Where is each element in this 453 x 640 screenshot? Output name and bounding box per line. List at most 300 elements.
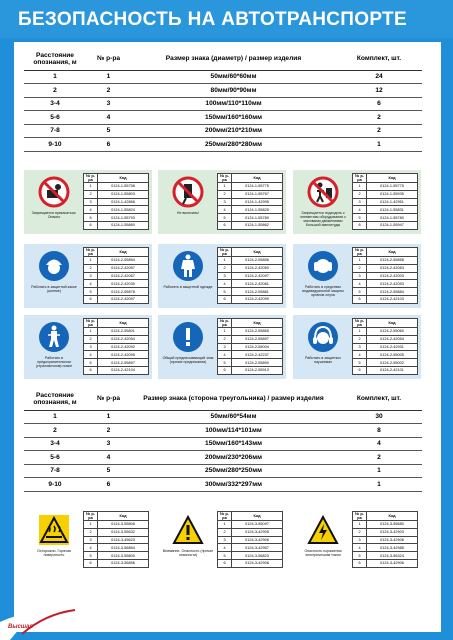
sign-panel — [293, 508, 421, 572]
table-header: № р-ра — [218, 248, 232, 257]
size-number: 2 — [353, 264, 367, 272]
size-number: 1 — [218, 521, 232, 529]
table-row — [353, 272, 418, 280]
sign-tile — [162, 248, 214, 304]
size-number: 3 — [218, 198, 232, 206]
size-number: 6 — [218, 366, 232, 374]
size-number: 6 — [218, 295, 232, 303]
size-number: 2 — [218, 335, 232, 343]
product-code: 0124-1-42951 — [367, 198, 418, 206]
table-row — [353, 280, 418, 288]
table-row — [353, 198, 418, 206]
table-header: Расстояние опознания, м — [24, 390, 86, 410]
table-row — [353, 335, 418, 343]
sign-tile — [297, 512, 349, 568]
product-code: 0124-2-42097 — [98, 295, 149, 303]
table-row — [24, 97, 422, 111]
no-touch-icon — [38, 176, 70, 208]
size-number: 1 — [84, 257, 98, 265]
table-cell: 3 — [86, 437, 131, 451]
product-code: 0124-2-42104 — [98, 366, 149, 374]
size-number: 4 — [84, 206, 98, 214]
code-table — [352, 511, 418, 568]
table-row — [84, 536, 149, 544]
table-row — [84, 552, 149, 560]
table-cell: 3-4 — [24, 97, 86, 111]
table-row — [353, 190, 418, 198]
table-row — [218, 190, 283, 198]
size-number: 5 — [353, 214, 367, 222]
product-code: 0124-2-42101 — [367, 366, 418, 374]
table-header: Размер знака (диаметр) / размер изделия — [131, 50, 336, 70]
table-header: Код — [232, 174, 283, 183]
table-header: Код — [367, 248, 418, 257]
table-row — [353, 328, 418, 336]
table-row — [84, 295, 149, 303]
sign-tile — [162, 174, 214, 230]
table-cell: 150мм/160*143мм — [131, 437, 336, 451]
product-code: 0124-1-55758 — [98, 183, 149, 191]
table-cell: 2 — [336, 111, 422, 125]
product-code: 0124-1-55831 — [367, 206, 418, 214]
table-cell: 30 — [336, 410, 422, 424]
table-row — [218, 343, 283, 351]
table-cell: 1 — [336, 478, 422, 492]
table-header: № р-ра — [84, 248, 98, 257]
table-header: Код — [367, 174, 418, 183]
table-row — [24, 70, 422, 84]
product-code: 0124-3-42903 — [367, 528, 418, 536]
size-number: 4 — [84, 351, 98, 359]
table-cell: 200мм/210*210мм — [131, 124, 336, 138]
product-code: 0124-2-42097 — [232, 272, 283, 280]
table-row — [218, 206, 283, 214]
table-cell: 300мм/332*297мм — [131, 478, 336, 492]
size-number: 4 — [353, 351, 367, 359]
table-row — [353, 257, 418, 265]
product-code: 0124-2-55884 — [367, 288, 418, 296]
table-header: Размер знака (сторона треугольника) / размер изделия — [131, 390, 336, 410]
sign-panel — [158, 170, 286, 234]
table-row — [24, 478, 422, 492]
code-table — [352, 247, 418, 304]
size-number: 1 — [218, 183, 232, 191]
size-number: 3 — [353, 343, 367, 351]
size-number: 5 — [353, 552, 367, 560]
size-table-circular — [24, 50, 422, 152]
size-number: 3 — [84, 272, 98, 280]
size-number: 5 — [218, 288, 232, 296]
product-code: 0124-2-55890 — [232, 359, 283, 367]
table-row — [24, 464, 422, 478]
table-cell: 1 — [24, 410, 86, 424]
size-number: 2 — [218, 528, 232, 536]
sign-caption: Работать в защитных наушниках — [305, 356, 341, 365]
title-bar — [0, 0, 453, 38]
table-row — [218, 359, 283, 367]
size-number: 5 — [218, 552, 232, 560]
table-row — [218, 280, 283, 288]
table-row — [218, 552, 283, 560]
table-cell: 2 — [24, 424, 86, 438]
table-row — [353, 264, 418, 272]
product-code: 0124-1-42995 — [232, 198, 283, 206]
sign-panel — [158, 508, 286, 572]
table-row — [84, 288, 149, 296]
table-cell: 200мм/230*206мм — [131, 451, 336, 465]
size-number: 1 — [218, 328, 232, 336]
size-number: 2 — [218, 264, 232, 272]
table-cell: 4 — [86, 451, 131, 465]
table-row — [84, 512, 149, 521]
size-number: 2 — [353, 335, 367, 343]
table-cell: 1 — [336, 138, 422, 152]
size-number: 1 — [218, 257, 232, 265]
sign-tile — [297, 319, 349, 375]
table-row — [218, 528, 283, 536]
table-cell: 5 — [86, 124, 131, 138]
table-row — [353, 319, 418, 328]
product-code: 0124-3-55097 — [232, 521, 283, 529]
table-row — [84, 198, 149, 206]
size-number: 4 — [218, 206, 232, 214]
table-row — [84, 183, 149, 191]
table-cell: 5-6 — [24, 451, 86, 465]
table-header: Код — [232, 319, 283, 328]
table-row — [353, 206, 418, 214]
table-row — [353, 512, 418, 521]
size-number: 5 — [84, 552, 98, 560]
code-table — [217, 318, 283, 375]
size-number: 6 — [353, 366, 367, 374]
sign-panel — [24, 508, 152, 572]
size-number: 4 — [218, 544, 232, 552]
size-number: 1 — [353, 328, 367, 336]
table-header: Код — [367, 319, 418, 328]
code-table — [352, 173, 418, 230]
table-row — [84, 528, 149, 536]
size-number: 3 — [84, 536, 98, 544]
table-row — [84, 328, 149, 336]
table-row — [84, 257, 149, 265]
no-approach-icon — [307, 176, 339, 208]
table-header: Комплект, шт. — [336, 50, 422, 70]
product-code: 0124-3-55680 — [367, 521, 418, 529]
page-title: БЕЗОПАСНОСТЬ НА АВТОТРАНСПОРТЕ — [18, 9, 407, 30]
table-row — [353, 174, 418, 183]
table-row — [24, 410, 422, 424]
table-row — [84, 359, 149, 367]
table-row — [218, 198, 283, 206]
size-number: 1 — [353, 521, 367, 529]
table-cell: 1 — [336, 464, 422, 478]
table-row — [218, 295, 283, 303]
exclamation-warning-icon — [172, 514, 204, 546]
electric-shock-icon — [307, 514, 339, 546]
helmet-icon — [38, 250, 70, 282]
sign-caption: Работать в средствах индивидуальной защиты органов слуха — [302, 285, 344, 298]
table-cell: 6 — [86, 478, 131, 492]
table-header: № р-ра — [353, 248, 367, 257]
size-number: 2 — [84, 190, 98, 198]
table-header: № р-ра — [353, 512, 367, 521]
table-row — [353, 183, 418, 191]
size-number: 1 — [84, 183, 98, 191]
product-code: 0124-2-55854 — [98, 257, 149, 265]
product-code: 0124-2-42095 — [98, 351, 149, 359]
table-header: Код — [98, 174, 149, 183]
size-number: 2 — [353, 528, 367, 536]
table-header: № р-ра — [353, 319, 367, 328]
product-code: 0124-2-42003 — [367, 272, 418, 280]
table-row — [24, 437, 422, 451]
product-code: 0124-2-42039 — [98, 280, 149, 288]
size-number: 6 — [84, 221, 98, 229]
sign-tile — [162, 319, 214, 375]
size-number: 3 — [353, 536, 367, 544]
table-row — [84, 351, 149, 359]
sign-tile — [28, 512, 80, 568]
table-row — [353, 544, 418, 552]
table-row — [353, 351, 418, 359]
product-code: 0124-1-55824 — [98, 206, 149, 214]
product-code: 0124-2-55002 — [367, 359, 418, 367]
table-cell: 80мм/90*90мм — [131, 84, 336, 98]
size-number: 1 — [353, 183, 367, 191]
table-cell: 24 — [336, 70, 422, 84]
size-table-triangular — [24, 390, 422, 492]
table-row — [353, 552, 418, 560]
table-row — [24, 84, 422, 98]
product-code: 0124-2-55913 — [232, 366, 283, 374]
product-code: 0124-2-42931 — [367, 343, 418, 351]
table-cell: 4 — [86, 111, 131, 125]
sign-caption: Работать в предохранительном (страховочном) поясе — [35, 356, 73, 369]
table-row — [353, 536, 418, 544]
table-row — [218, 221, 283, 229]
table-cell: 2 — [336, 124, 422, 138]
table-header: № р-ра — [353, 174, 367, 183]
table-cell: 5-6 — [24, 111, 86, 125]
table-row — [218, 257, 283, 265]
size-number: 4 — [84, 544, 98, 552]
product-code: 0124-3-56324 — [367, 552, 418, 560]
size-number: 5 — [84, 359, 98, 367]
table-cell: 2 — [24, 84, 86, 98]
table-row — [218, 214, 283, 222]
product-code: 0124-3-42908 — [232, 559, 283, 567]
table-cell: 8 — [336, 424, 422, 438]
product-code: 0124-1-42866 — [98, 198, 149, 206]
product-code: 0124-3-42906 — [232, 536, 283, 544]
table-row — [84, 544, 149, 552]
table-row — [353, 528, 418, 536]
table-row — [353, 221, 418, 229]
table-row — [84, 559, 149, 567]
code-table — [217, 173, 283, 230]
table-row — [84, 319, 149, 328]
size-number: 3 — [353, 272, 367, 280]
product-code: 0124-1-55775 — [367, 183, 418, 191]
table-row — [84, 335, 149, 343]
sign-caption: Запрещается прикасаться. Опасно — [31, 211, 77, 220]
general-mandatory-icon — [172, 321, 204, 353]
table-header: Код — [98, 248, 149, 257]
sign-panel — [24, 244, 152, 308]
product-code: 0124-2-55858 — [367, 257, 418, 265]
table-header: Комплект, шт. — [336, 390, 422, 410]
table-row — [84, 272, 149, 280]
size-number: 5 — [218, 359, 232, 367]
table-cell: 3 — [86, 97, 131, 111]
sign-panel — [293, 244, 421, 308]
product-code: 0124-1-55862 — [232, 221, 283, 229]
size-number: 3 — [218, 536, 232, 544]
size-number: 4 — [218, 351, 232, 359]
table-cell: 2 — [336, 451, 422, 465]
product-code: 0124-2-55004 — [232, 343, 283, 351]
sign-tile — [162, 512, 214, 568]
code-table — [217, 511, 283, 568]
sign-panel — [24, 315, 152, 379]
safety-belt-icon — [38, 321, 70, 353]
size-number: 3 — [353, 198, 367, 206]
table-cell: 100мм/114*101мм — [131, 424, 336, 438]
table-cell: 7-8 — [24, 124, 86, 138]
product-code: 0124-1-55780 — [367, 214, 418, 222]
sign-panel — [24, 170, 152, 234]
table-row — [353, 214, 418, 222]
product-code: 0124-2-42093 — [367, 280, 418, 288]
sign-tile — [28, 248, 80, 304]
size-number: 1 — [84, 521, 98, 529]
table-row — [353, 248, 418, 257]
product-code: 0124-2-42099 — [232, 295, 283, 303]
size-number: 2 — [353, 190, 367, 198]
overalls-icon — [172, 250, 204, 282]
table-row — [218, 521, 283, 529]
no-switch-icon — [172, 176, 204, 208]
ear-protection-icon — [307, 250, 339, 282]
table-cell: 1 — [24, 70, 86, 84]
size-number: 3 — [84, 198, 98, 206]
sign-tile — [297, 174, 349, 230]
product-code: 0124-2-42067 — [98, 272, 149, 280]
table-header: № р-ра — [218, 174, 232, 183]
size-number: 6 — [84, 366, 98, 374]
product-code: 0124-3-55808 — [98, 521, 149, 529]
table-header: Код — [367, 512, 418, 521]
table-header: № р-ра — [86, 50, 131, 70]
size-number: 1 — [84, 328, 98, 336]
product-code: 0124-2-42103 — [367, 295, 418, 303]
product-code: 0124-2-55856 — [232, 257, 283, 265]
product-code: 0124-3-42957 — [232, 544, 283, 552]
table-row — [218, 544, 283, 552]
product-code: 0124-3-45623 — [98, 536, 149, 544]
table-row — [84, 214, 149, 222]
table-header: № р-ра — [86, 390, 131, 410]
table-row — [218, 328, 283, 336]
size-number: 5 — [353, 359, 367, 367]
product-code: 0124-3-42906 — [367, 559, 418, 567]
size-number: 2 — [84, 335, 98, 343]
product-code: 0124-2-42050 — [232, 264, 283, 272]
table-row — [218, 272, 283, 280]
code-table — [83, 318, 149, 375]
product-code: 0124-1-55767 — [232, 190, 283, 198]
table-row — [218, 288, 283, 296]
table-row — [84, 264, 149, 272]
product-code: 0124-2-42057 — [98, 264, 149, 272]
size-number: 4 — [218, 280, 232, 288]
brand-logo — [0, 600, 90, 640]
table-cell: 6 — [86, 138, 131, 152]
sign-caption: Запрещается подходить к элементам оборудования с маховыми движениями большой амплитуды — [300, 211, 346, 228]
table-row — [218, 536, 283, 544]
product-code: 0124-1-55803 — [98, 190, 149, 198]
sign-caption: Работать в защитной одежде — [163, 285, 213, 289]
product-code: 0124-2-55005 — [367, 351, 418, 359]
table-cell: 4 — [336, 437, 422, 451]
table-row — [84, 221, 149, 229]
table-row — [84, 366, 149, 374]
table-header: № р-ра — [218, 512, 232, 521]
table-header: Код — [98, 319, 149, 328]
table-cell: 6 — [336, 97, 422, 111]
table-row — [353, 343, 418, 351]
product-code: 0124-3-42905 — [232, 528, 283, 536]
table-row — [84, 206, 149, 214]
table-row — [218, 512, 283, 521]
table-row — [24, 111, 422, 125]
table-header: Код — [232, 512, 283, 521]
table-row — [24, 124, 422, 138]
table-cell: 100мм/110*110мм — [131, 97, 336, 111]
sign-panel — [293, 170, 421, 234]
product-code: 0124-3-55632 — [98, 528, 149, 536]
table-row — [84, 190, 149, 198]
product-code: 0124-2-42237 — [232, 351, 283, 359]
table-header: Код — [232, 248, 283, 257]
product-code: 0124-3-56823 — [232, 552, 283, 560]
size-number: 5 — [84, 288, 98, 296]
size-number: 6 — [218, 559, 232, 567]
product-code: 0124-2-55865 — [232, 328, 283, 336]
size-number: 3 — [218, 272, 232, 280]
size-number: 6 — [84, 559, 98, 567]
product-code: 0124-3-42906 — [367, 536, 418, 544]
product-code: 0124-1-55935 — [367, 190, 418, 198]
product-code: 0124-2-42063 — [367, 264, 418, 272]
table-cell: 250мм/280*280мм — [131, 138, 336, 152]
sign-panel — [293, 315, 421, 379]
product-code: 0124-1-55780 — [232, 214, 283, 222]
product-code: 0124-1-55860 — [98, 221, 149, 229]
product-code: 0124-2-55881 — [232, 288, 283, 296]
table-row — [24, 424, 422, 438]
table-row — [353, 521, 418, 529]
product-code: 0124-2-55801 — [98, 328, 149, 336]
table-row — [218, 559, 283, 567]
table-cell: 2 — [86, 84, 131, 98]
table-cell: 9-10 — [24, 138, 86, 152]
size-number: 6 — [84, 295, 98, 303]
sign-panel — [158, 315, 286, 379]
table-row — [84, 343, 149, 351]
table-row — [218, 183, 283, 191]
sign-caption: Осторожно. Горячая поверхность — [37, 549, 71, 558]
